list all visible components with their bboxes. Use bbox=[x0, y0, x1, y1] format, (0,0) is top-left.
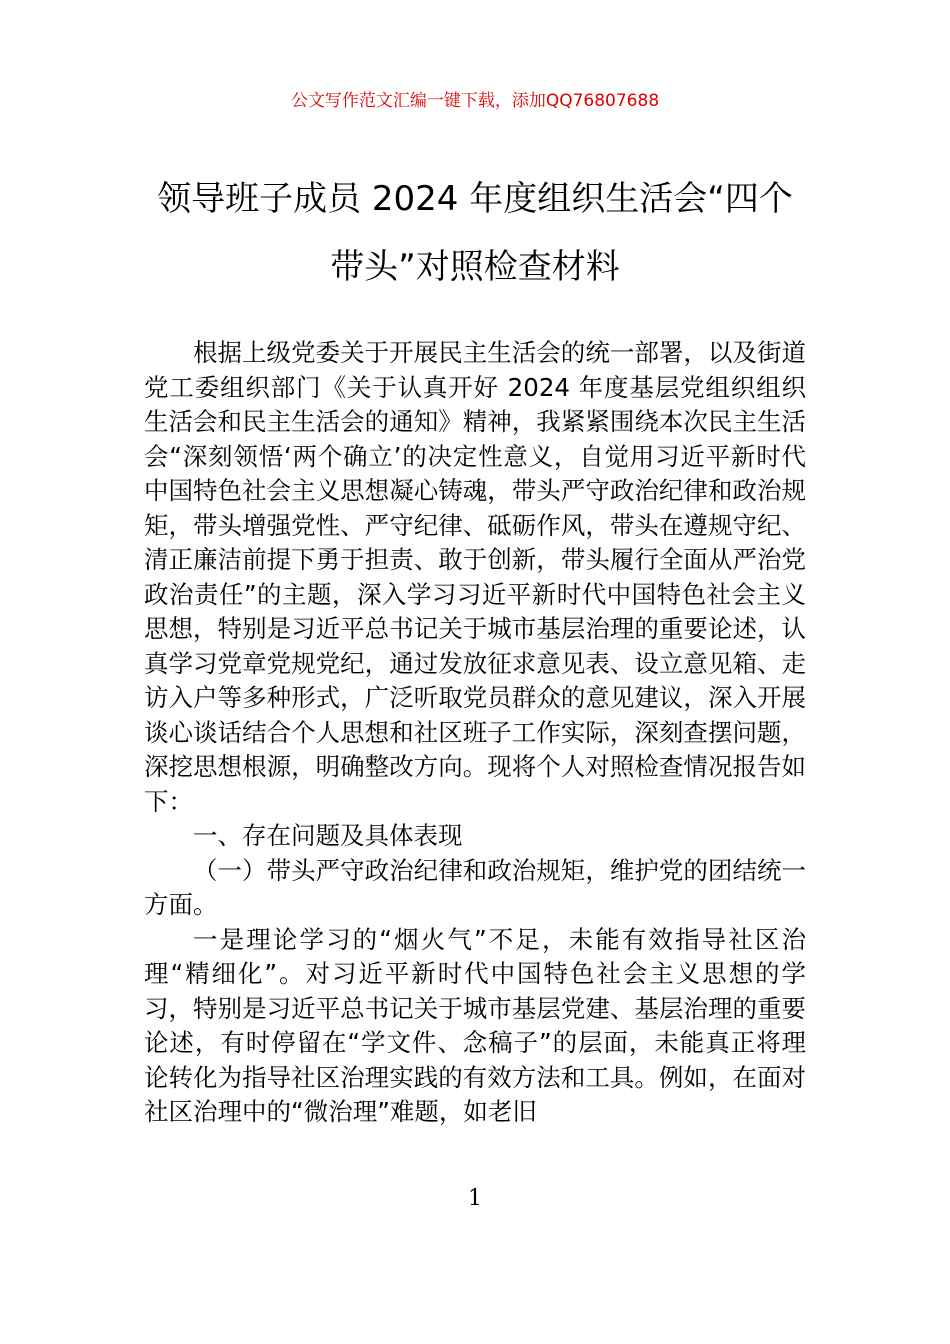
section-heading: 一、存在问题及具体表现 bbox=[193, 821, 463, 850]
page-number: 1 bbox=[468, 1186, 482, 1211]
intro-paragraph: 根据上级党委关于开展民主生活会的统一部署，以及街道党工委组织部门《关于认真开好 2024 年度基层党组织组织生活会和民主生活会的通知》精神，我紧紧围绕本次民主生活会“深刻领悟‘两个确立’的决定性意义，自觉用习近平新时代中国特色社会主义思想凝心铸魂，带头严守政治纪律和政治规矩，带头增强党性、严守纪律、砥砺作风，带头在遵规守纪、清正廉洁前提下勇于担责、敢于创新，带头履行全面从严治党政治责任”的主题，深入学习习近平新时代中国特色社会主义思想，特别是习近平总书记关于城市基层治理的重要论述，认真学习党章党规党纪，通过发放征求意见表、设立意见箱、走访入户等多种形式，广泛听取党员群众的意见建议，深入开展谈心谈话结合个人思想和社区班子工作实际，深刻查摆问题，深挖思想根源，明确整改方向。现将个人对照检查情况报告如下： bbox=[144, 338, 806, 816]
document-title bbox=[80, 165, 870, 301]
title-line-2: 带头”对照检查材料 bbox=[330, 247, 620, 287]
title-line-1: 领导班子成员 2024 年度组织生活会“四个 bbox=[157, 179, 793, 219]
subsection-heading: （一）带头严守政治纪律和政治规矩，维护党的团结统一方面。 bbox=[144, 855, 806, 919]
promo-header: 公文写作范文汇编一键下载，添加QQ76807688 bbox=[290, 91, 660, 111]
document-body bbox=[144, 336, 806, 1130]
body-paragraph: 一是理论学习的“烟火气”不足，未能有效指导社区治理“精细化”。对习近平新时代中国特色社会主义思想的学习，特别是习近平总书记关于城市基层党建、基层治理的重要论述，有时停留在“学文件、念稿子”的层面，未能真正将理论转化为指导社区治理实践的有效方法和工具。例如，在面对社区治理中的“微治理”难题，如老旧 bbox=[144, 924, 806, 1126]
